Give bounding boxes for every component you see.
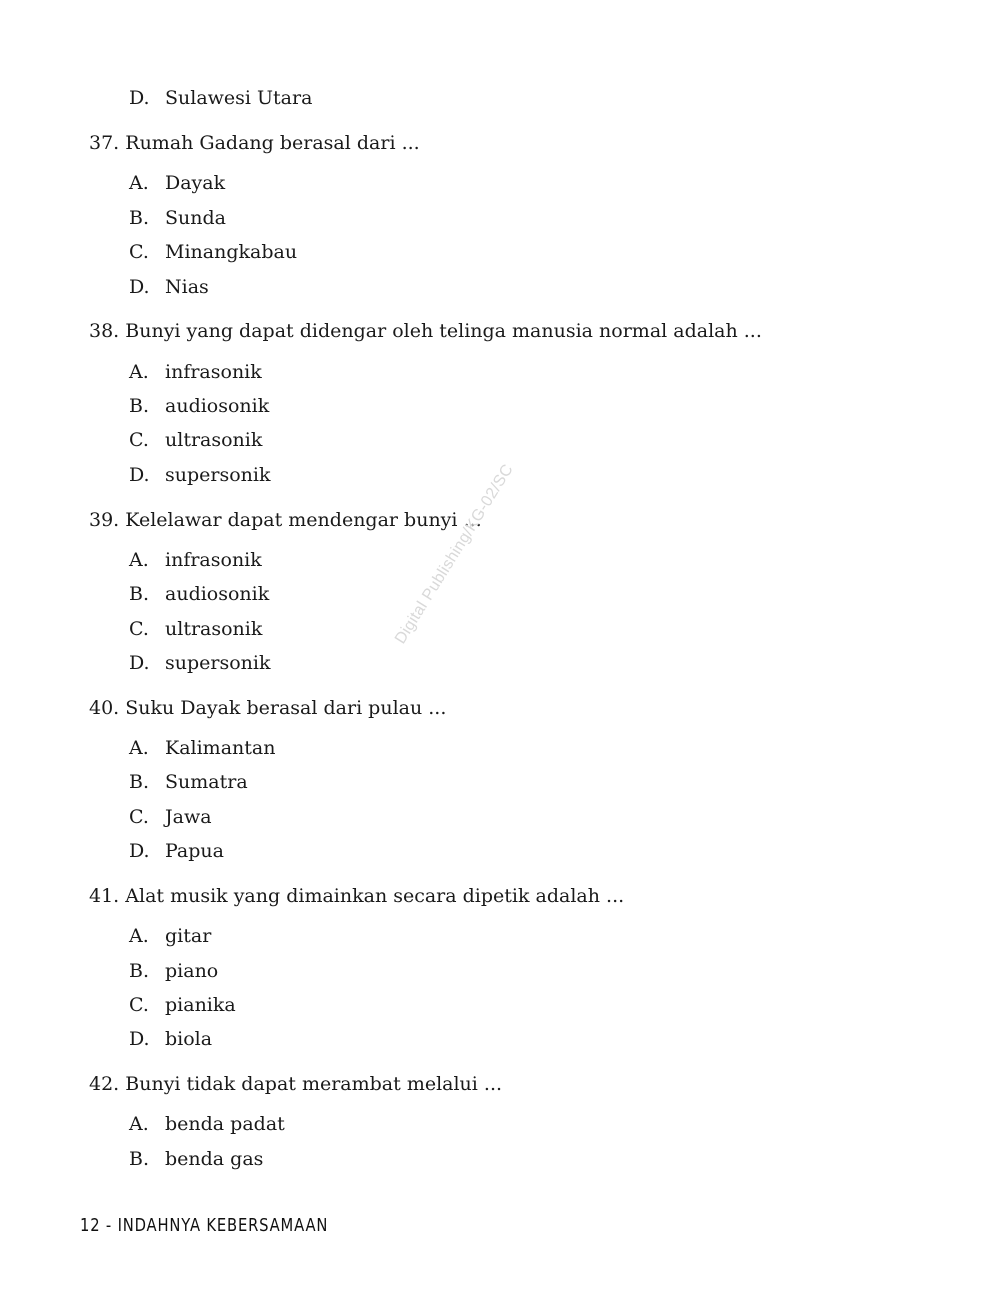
question-40 <box>89 696 446 720</box>
question-text: Bunyi tidak dapat merambat melalui ... <box>125 1073 503 1095</box>
option-text: piano <box>165 960 219 982</box>
option-letter: C. <box>129 994 149 1016</box>
option-letter: A. <box>129 361 149 383</box>
question-text: Alat musik yang dimainkan secara dipetik adalah ... <box>125 885 625 907</box>
option-letter: B. <box>129 583 150 605</box>
option-letter: A. <box>129 549 149 571</box>
question-text: Kelelawar dapat mendengar bunyi ... <box>125 509 482 531</box>
option-letter: C. <box>129 241 149 263</box>
option-top-d <box>129 86 312 110</box>
option-39-d <box>129 651 271 675</box>
option-41-d <box>129 1027 212 1051</box>
option-text: benda gas <box>165 1148 264 1170</box>
option-text: Sumatra <box>165 771 248 793</box>
question-text: Suku Dayak berasal dari pulau ... <box>125 697 447 719</box>
option-text: benda padat <box>165 1113 285 1135</box>
question-37 <box>89 131 420 155</box>
option-39-c <box>129 617 262 641</box>
option-text: supersonik <box>165 652 271 674</box>
page-footer: 12 - INDAHNYA KEBERSAMAAN <box>80 1215 329 1236</box>
option-37-c <box>129 240 297 264</box>
option-letter: A. <box>129 737 149 759</box>
question-number: 39. <box>89 509 120 531</box>
option-letter: D. <box>129 1028 150 1050</box>
option-text: Papua <box>165 840 224 862</box>
option-38-d <box>129 463 271 487</box>
option-41-b <box>129 959 218 983</box>
watermark: Digital Publishing/KG-02/SC <box>392 461 517 648</box>
option-text: audiosonik <box>165 395 270 417</box>
option-37-a <box>129 171 225 195</box>
option-letter: B. <box>129 395 150 417</box>
option-text: Nias <box>165 276 209 298</box>
option-text: gitar <box>165 925 212 947</box>
option-text: ultrasonik <box>165 429 263 451</box>
option-letter: D. <box>129 652 150 674</box>
option-text: Jawa <box>165 806 212 828</box>
option-40-c <box>129 805 212 829</box>
option-40-a <box>129 736 275 760</box>
option-38-a <box>129 360 262 384</box>
question-41 <box>89 884 624 908</box>
option-text: ultrasonik <box>165 618 263 640</box>
option-40-d <box>129 839 224 863</box>
option-letter: B. <box>129 1148 150 1170</box>
option-text: biola <box>165 1028 213 1050</box>
option-text: infrasonik <box>165 549 262 571</box>
option-letter: B. <box>129 771 150 793</box>
option-42-b <box>129 1147 263 1171</box>
question-number: 37. <box>89 132 120 154</box>
question-number: 40. <box>89 697 120 719</box>
option-letter: C. <box>129 429 149 451</box>
option-text: pianika <box>165 994 236 1016</box>
question-39 <box>89 508 482 532</box>
option-text: infrasonik <box>165 361 262 383</box>
option-letter: D. <box>129 840 150 862</box>
question-number: 38. <box>89 320 120 342</box>
question-number: 41. <box>89 885 120 907</box>
option-text: Dayak <box>165 172 226 194</box>
option-38-c <box>129 428 262 452</box>
option-text: supersonik <box>165 464 271 486</box>
option-letter: A. <box>129 172 149 194</box>
question-text: Rumah Gadang berasal dari ... <box>125 132 420 154</box>
option-letter: A. <box>129 925 149 947</box>
option-41-a <box>129 924 211 948</box>
option-letter: A. <box>129 1113 149 1135</box>
option-40-b <box>129 770 248 794</box>
option-letter: B. <box>129 207 150 229</box>
option-text: Kalimantan <box>165 737 276 759</box>
option-38-b <box>129 394 269 418</box>
option-37-d <box>129 275 209 299</box>
option-letter: C. <box>129 806 149 828</box>
question-number: 42. <box>89 1073 120 1095</box>
option-text: Sulawesi Utara <box>165 87 313 109</box>
option-42-a <box>129 1112 285 1136</box>
option-37-b <box>129 206 226 230</box>
option-text: audiosonik <box>165 583 270 605</box>
question-42 <box>89 1072 502 1096</box>
option-text: Minangkabau <box>165 241 298 263</box>
question-38 <box>89 319 762 343</box>
option-41-c <box>129 993 236 1017</box>
option-letter: C. <box>129 618 149 640</box>
option-39-b <box>129 582 269 606</box>
option-text: Sunda <box>165 207 226 229</box>
option-39-a <box>129 548 262 572</box>
option-letter: D. <box>129 276 150 298</box>
option-letter: B. <box>129 960 150 982</box>
question-text: Bunyi yang dapat didengar oleh telinga manusia normal adalah ... <box>125 320 762 342</box>
option-letter: D. <box>129 87 150 109</box>
option-letter: D. <box>129 464 150 486</box>
